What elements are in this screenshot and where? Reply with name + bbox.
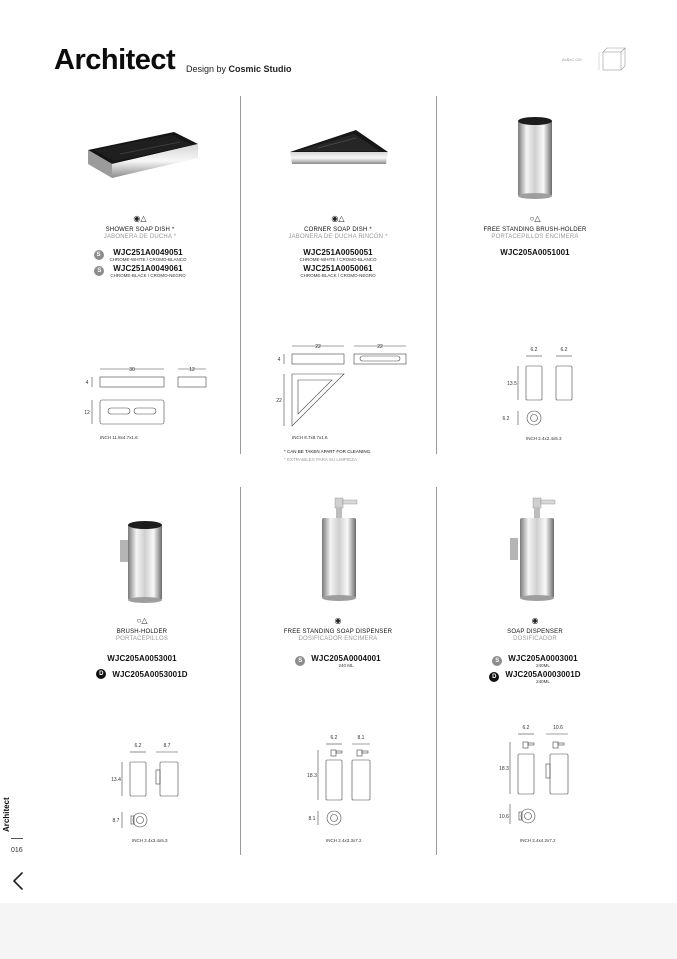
product-finish: CHROME-BLACK / CROMO-NEGRO — [110, 273, 186, 278]
product-code-row — [42, 264, 238, 278]
soap-dispenser-image — [506, 494, 566, 604]
dim-label: 22 — [315, 344, 321, 350]
product-name: CORNER SOAP DISH * — [304, 227, 372, 233]
usage-symbols: ◉ — [531, 616, 539, 625]
product-name: SOAP DISPENSER — [507, 629, 563, 635]
dim-label: 13.5 — [507, 381, 517, 387]
product-name: SHOWER SOAP DISH * — [105, 227, 175, 233]
product-cell-free-standing-brush-holder — [437, 214, 633, 257]
usage-symbols: ◉△ — [331, 214, 345, 223]
shower-soap-dish-drawing — [82, 362, 218, 448]
side-tab-label: Architect — [2, 797, 11, 832]
product-finish: CHROME-WHITE / CROMO-BLANCO — [109, 257, 187, 262]
product-finish: CHROME-WHITE / CROMO-BLANCO — [299, 257, 377, 262]
shower-soap-dish-image — [80, 120, 204, 190]
product-code-row — [44, 669, 240, 679]
dim-label: 12 — [189, 367, 195, 373]
dim-label: 6.2 — [530, 347, 538, 353]
s-badge-icon: S — [492, 656, 502, 666]
cleaning-note-es: * EXTRAIBLES PARA SU LIMPIEZA. — [284, 457, 359, 462]
column-divider — [240, 487, 241, 855]
brush-holder-drawing — [104, 738, 204, 848]
corner-soap-dish-drawing — [272, 338, 412, 444]
cleaning-note: * CAN BE TAKEN APART FOR CLEANING. — [284, 449, 372, 454]
s-badge-icon: S — [295, 656, 305, 666]
product-code: WJC251A0050061 — [303, 264, 373, 273]
product-name: FREE STANDING BRUSH-HOLDER — [483, 227, 587, 233]
dim-label: 22 — [377, 344, 383, 350]
free-standing-brush-holder-image — [510, 114, 560, 200]
inch-dimensions: INCH 11.8x4.7x1.6 — [100, 435, 138, 440]
brand-subtitle — [186, 64, 292, 74]
product-name-es: PORTACEPILLOS — [115, 636, 169, 642]
inch-dimensions: INCH 2.4x3.4x5.3 — [132, 838, 168, 843]
product-code: WJC251A0049061 — [113, 264, 183, 273]
dim-label: 6.2 — [502, 416, 510, 422]
free-standing-soap-dispenser-drawing — [302, 730, 402, 848]
product-code-row — [42, 248, 238, 262]
product-code: WJC205A0004001 — [311, 654, 381, 663]
dim-label: 18.3 — [307, 773, 317, 779]
page-number: 016 — [11, 847, 23, 854]
d-badge-icon: D — [96, 669, 106, 679]
d-badge-icon: D — [489, 672, 499, 682]
dim-label: 22 — [276, 398, 282, 404]
inch-dimensions: INCH 2.4x4.2x7.2 — [520, 838, 556, 843]
product-name-es: PORTACEPILLOS ENCIMERA — [491, 234, 579, 240]
product-cell-shower-soap-dish — [42, 214, 238, 278]
inch-dimensions: INCH 2.4x2.4x5.3 — [526, 436, 562, 441]
cube-legend-icon — [596, 44, 626, 74]
product-code-row — [240, 264, 436, 278]
product-code-row — [437, 670, 633, 684]
dim-label: 8.1 — [357, 735, 365, 741]
dim-label: 10.6 — [499, 814, 509, 820]
subtitle-prefix: Design by — [186, 64, 227, 74]
dim-label: 6.2 — [522, 725, 530, 731]
product-code: WJC205A0003001 — [508, 654, 578, 663]
column-divider — [436, 96, 437, 454]
inch-dimensions: INCH 2.4x3.3x7.2 — [326, 838, 362, 843]
brand-title: Architect — [54, 44, 176, 76]
dim-label: 6.2 — [560, 347, 568, 353]
free-standing-soap-dispenser-image — [314, 494, 364, 604]
brush-holder-image — [114, 518, 174, 604]
product-cell-free-standing-soap-dispenser — [240, 616, 436, 668]
product-code: WJC205A0003001D — [505, 670, 581, 679]
s-badge-icon: S — [94, 250, 104, 260]
back-chevron-icon[interactable] — [8, 870, 28, 892]
subtitle-studio: Cosmic Studio — [228, 64, 292, 74]
product-code: WJC251A0050051 — [303, 248, 373, 257]
dim-label: 8.7 — [163, 743, 171, 749]
product-code: WJC251A0049051 — [113, 248, 183, 257]
dim-label: 6.2 — [134, 743, 142, 749]
product-code-row — [44, 654, 240, 663]
inch-dimensions: INCH 8.7x8.7x1.6 — [292, 435, 328, 440]
dim-label: 18.3 — [499, 766, 509, 772]
side-tab-rule — [11, 838, 23, 839]
usage-symbols: ◉△ — [133, 214, 147, 223]
dim-label: 6.2 — [330, 735, 338, 741]
dim-label: 12 — [84, 410, 90, 416]
product-capacity: 240ML — [536, 679, 550, 684]
product-code: WJC205A0053001D — [112, 669, 188, 679]
product-code-row — [437, 654, 633, 668]
product-code: WJC205A0053001 — [107, 654, 177, 663]
product-cell-brush-holder — [44, 616, 240, 679]
product-name-es: JABONERA DE DUCHA * — [103, 234, 177, 240]
dim-label: 4 — [277, 357, 281, 363]
usage-symbols: ○△ — [529, 214, 541, 223]
product-code-row — [240, 654, 436, 668]
product-name: BRUSH-HOLDER — [116, 629, 168, 635]
product-code: WJC205A0051001 — [500, 248, 570, 257]
dimension-legend-text: AxBxC CM — [562, 57, 582, 62]
viewer-bottom-bar — [0, 903, 677, 959]
product-code-row — [437, 248, 633, 257]
usage-symbols: ○△ — [136, 616, 148, 625]
product-name-es: DOSIFICADOR — [513, 636, 557, 642]
soap-dispenser-drawing — [496, 720, 596, 848]
s-badge-icon: S — [94, 266, 104, 276]
dim-label: 30 — [129, 367, 135, 373]
free-standing-brush-holder-drawing — [496, 342, 596, 446]
product-name-es: JABONERA DE DUCHA RINCÓN * — [288, 234, 388, 240]
dim-label: 13.4 — [111, 777, 121, 783]
dim-label: 4 — [85, 380, 89, 386]
product-cell-corner-soap-dish — [240, 214, 436, 278]
dim-label: 8.1 — [308, 816, 316, 822]
product-finish: CHROME-BLACK / CROMO-NEGRO — [300, 273, 376, 278]
product-code-row — [240, 248, 436, 262]
product-capacity: 240 ML — [338, 663, 354, 668]
usage-symbols: ◉ — [334, 616, 342, 625]
dim-label: 8.7 — [112, 818, 120, 824]
product-name-es: DOSIFICADOR ENCIMERA — [298, 636, 378, 642]
corner-soap-dish-image — [284, 124, 394, 174]
product-cell-soap-dispenser — [437, 616, 633, 684]
product-capacity: 240ML — [536, 663, 550, 668]
product-name: FREE STANDING SOAP DISPENSER — [283, 629, 393, 635]
dim-label: 10.6 — [553, 725, 563, 731]
